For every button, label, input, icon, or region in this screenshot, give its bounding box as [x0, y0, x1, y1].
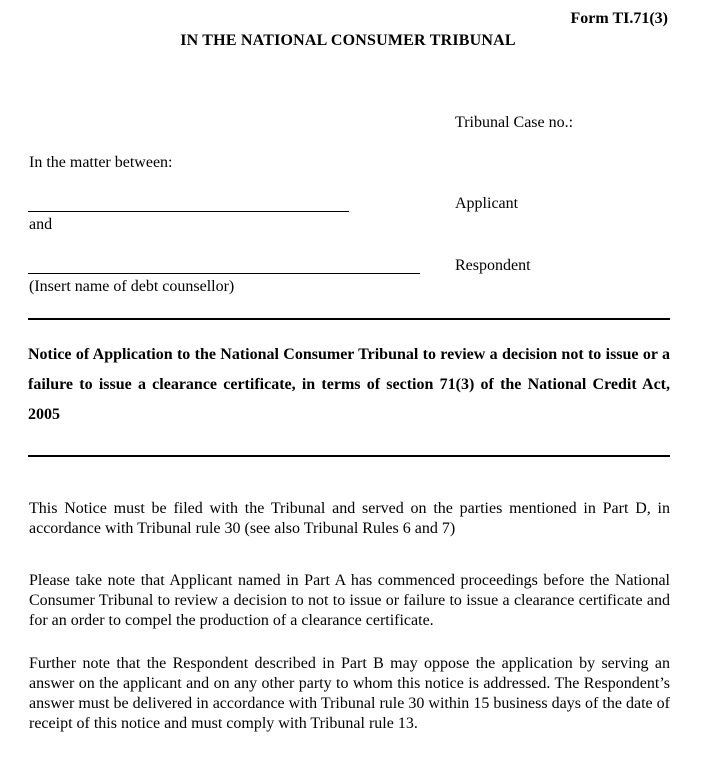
case-number-label: Tribunal Case no.:: [455, 114, 574, 131]
form-number: Form TI.71(3): [570, 10, 668, 27]
top-divider: [28, 318, 670, 320]
matter-label: In the matter between:: [29, 154, 173, 171]
respondent-hint: (Insert name of debt counsellor): [29, 278, 235, 295]
paragraph-proceedings: Please take note that Applicant named in Part A has commenced proceedings before the National Consumer Tribunal to review a decision to not to issue or failure to issue a clearance certificate and for an order to compel the production of a clearance certificate.: [29, 572, 670, 629]
bottom-divider: [28, 455, 670, 457]
applicant-label: Applicant: [455, 195, 519, 212]
applicant-name-line[interactable]: [28, 211, 349, 212]
and-label: and: [29, 216, 53, 233]
paragraph-filing: This Notice must be filed with the Tribunal and served on the parties mentioned in Part D, in accordance with Tribunal rule 30 (see also Tribunal Rules 6 and 7): [29, 500, 670, 537]
respondent-label: Respondent: [455, 257, 531, 274]
paragraph-opposition: Further note that the Respondent described in Part B may oppose the application by serving an answer on the applicant and on any other party to whom this notice is addressed. The Respondent’s answer must be delivered in accordance with Tribunal rule 30 within 15 business days of the date of receipt of this notice and must comply with Tribunal rule 13.: [29, 655, 670, 732]
notice-title: Notice of Application to the National Consumer Tribunal to review a decision not to issue or a failure to issue a clearance certificate, in terms of section 71(3) of the National Credit Act, 2005: [28, 346, 670, 423]
respondent-name-line[interactable]: [28, 273, 420, 274]
court-title: IN THE NATIONAL CONSUMER TRIBUNAL: [180, 32, 516, 49]
